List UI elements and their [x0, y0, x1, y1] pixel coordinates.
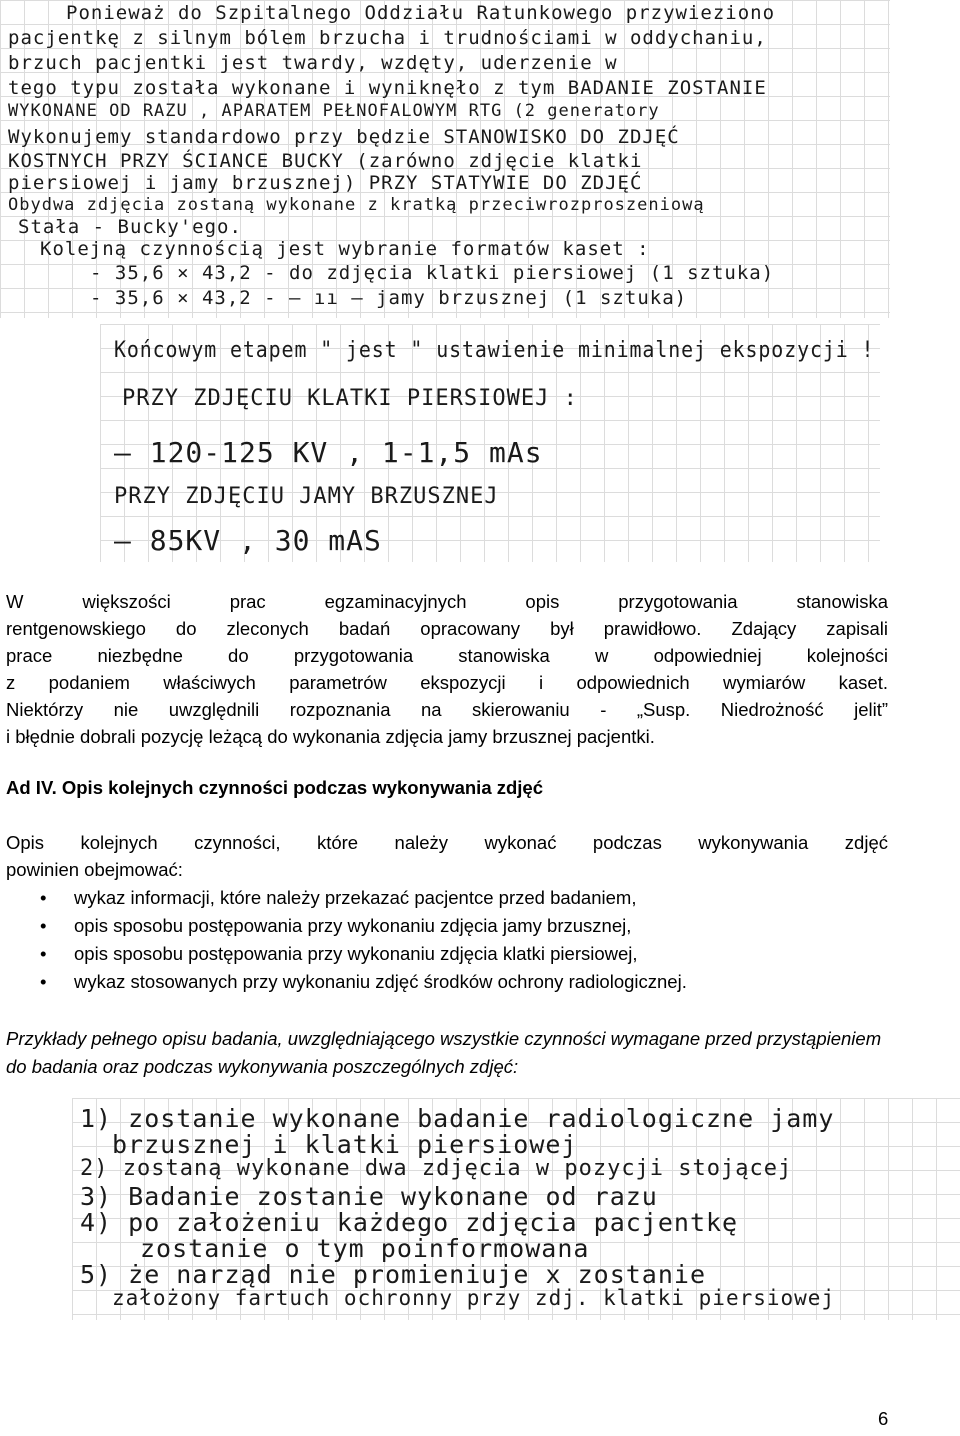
list-item-text: opis sposobu postępowania przy wykonaniu zdjęcia klatki piersiowej,: [74, 943, 638, 964]
bullet-icon: •: [40, 943, 47, 964]
handwritten-line: 4) po założeniu każdego zdjęcia pacjentkę: [80, 1208, 739, 1237]
requirements-list: [6, 884, 687, 996]
handwritten-line: - 35,6 × 43,2 - do zdjęcia klatki piersiowej (1 sztuka): [90, 262, 775, 284]
list-item: [6, 912, 687, 940]
handwritten-line: KOSTNYCH PRZY ŚCIANCE BUCKY (zarówno zdjęcie klatki: [8, 150, 643, 172]
handwritten-scan-parameters: [100, 324, 880, 562]
handwritten-line: — 120-125 KV , 1-1,5 mAs: [114, 436, 543, 469]
handwritten-line: zostanie o tym poinformowana: [140, 1234, 590, 1263]
handwritten-scan-setup: [0, 0, 890, 318]
text-line: Niektórzy nie uwzględnili rozpoznania na skierowaniu - „Susp. Niedrożność jelit”: [6, 699, 888, 720]
handwritten-line: brzuch pacjentki jest twardy, wzdęty, uderzenie w: [8, 52, 618, 74]
list-item: [6, 884, 687, 912]
handwritten-line: tego typu została wykonane i wyniknęło z tym BADANIE ZOSTANIE: [8, 77, 767, 99]
text-line: rentgenowskiego do zleconych badań opracowany był prawidłowo. Zdający zapisali: [6, 618, 888, 639]
handwritten-line: 5) że narząd nie promieniuje x zostanie: [80, 1260, 706, 1289]
text-line: powinien obejmować:: [6, 859, 183, 880]
handwritten-line: WYKONANE OD RAZU , APARATEM PEŁNOFALOWYM RTG (2 generatory: [8, 101, 660, 121]
bullet-icon: •: [40, 887, 47, 908]
handwritten-line: PRZY ZDJĘCIU JAMY BRZUSZNEJ: [114, 484, 499, 509]
handwritten-line: — 85KV , 30 mAS: [114, 524, 382, 557]
handwritten-line: Kolejną czynnością jest wybranie formatów kaset :: [40, 238, 650, 260]
bullet-icon: •: [40, 971, 47, 992]
page-number: 6: [878, 1408, 889, 1429]
handwritten-line: Stała - Bucky'ego.: [18, 216, 242, 238]
text-line: prace niezbędne do przygotowania stanowiska w odpowiedniej kolejności: [6, 645, 888, 666]
list-item: [6, 968, 687, 996]
handwritten-line: założony fartuch ochronny przy zdj. klatki piersiowej: [112, 1286, 836, 1310]
text-line: Opis kolejnych czynności, które należy wykonać podczas wykonywania zdjęć: [6, 832, 888, 853]
handwritten-scan-example: [72, 1098, 960, 1320]
evaluation-paragraph: [6, 588, 888, 750]
handwritten-line: - 35,6 × 43,2 - – ıı – jamy brzusznej (1 sztuka): [90, 287, 688, 309]
text-line: W większości prac egzaminacyjnych opis przygotowania stanowiska: [6, 591, 888, 612]
list-item-text: wykaz stosowanych przy wykonaniu zdjęć środków ochrony radiologicznej.: [74, 971, 687, 992]
handwritten-line: Obydwa zdjęcia zostaną wykonane z kratką przeciwrozproszeniową: [8, 195, 705, 215]
list-item-text: wykaz informacji, które należy przekazać pacjentce przed badaniem,: [74, 887, 637, 908]
example-intro: Przykłady pełnego opisu badania, uwzględniającego wszystkie czynności wymagane przed przystąpieniem do badania oraz podczas wykonywania poszczególnych zdjęć:: [6, 1028, 882, 1077]
section-intro-paragraph: [6, 829, 888, 883]
list-item-text: opis sposobu postępowania przy wykonaniu zdjęcia jamy brzusznej,: [74, 915, 632, 936]
handwritten-line: 1) zostanie wykonane badanie radiologiczne jamy: [80, 1104, 835, 1133]
list-item: [6, 940, 687, 968]
handwritten-line: brzusznej i klatki piersiowej: [112, 1130, 578, 1159]
handwritten-line: Końcowym etapem " jest " ustawienie minimalnej ekspozycji !: [114, 338, 875, 363]
handwritten-line: piersiowej i jamy brzusznej) PRZY STATYWIE DO ZDJĘĆ: [8, 172, 643, 194]
bullet-icon: •: [40, 915, 47, 936]
handwritten-line: 2) zostaną wykonane dwa zdjęcia w pozycji stojącej: [80, 1156, 793, 1181]
section-heading: Ad IV. Opis kolejnych czynności podczas wykonywania zdjęć: [6, 777, 544, 798]
handwritten-line: 3) Badanie zostanie wykonane od razu: [80, 1182, 658, 1211]
handwritten-line: pacjentkę z silnym bólem brzucha i trudnościami w oddychaniu,: [8, 27, 767, 49]
handwritten-line: Ponieważ do Szpitalnego Oddziału Ratunkowego przywieziono: [66, 2, 776, 24]
handwritten-line: Wykonujemy standardowo przy będzie STANOWISKO DO ZDJĘĆ: [8, 126, 680, 148]
text-line: z podaniem właściwych parametrów ekspozycji i odpowiednich wymiarów kaset.: [6, 672, 888, 693]
handwritten-line: PRZY ZDJĘCIU KLATKI PIERSIOWEJ :: [122, 386, 578, 411]
text-line: i błędnie dobrali pozycję leżącą do wykonania zdjęcia jamy brzusznej pacjentki.: [6, 726, 655, 747]
